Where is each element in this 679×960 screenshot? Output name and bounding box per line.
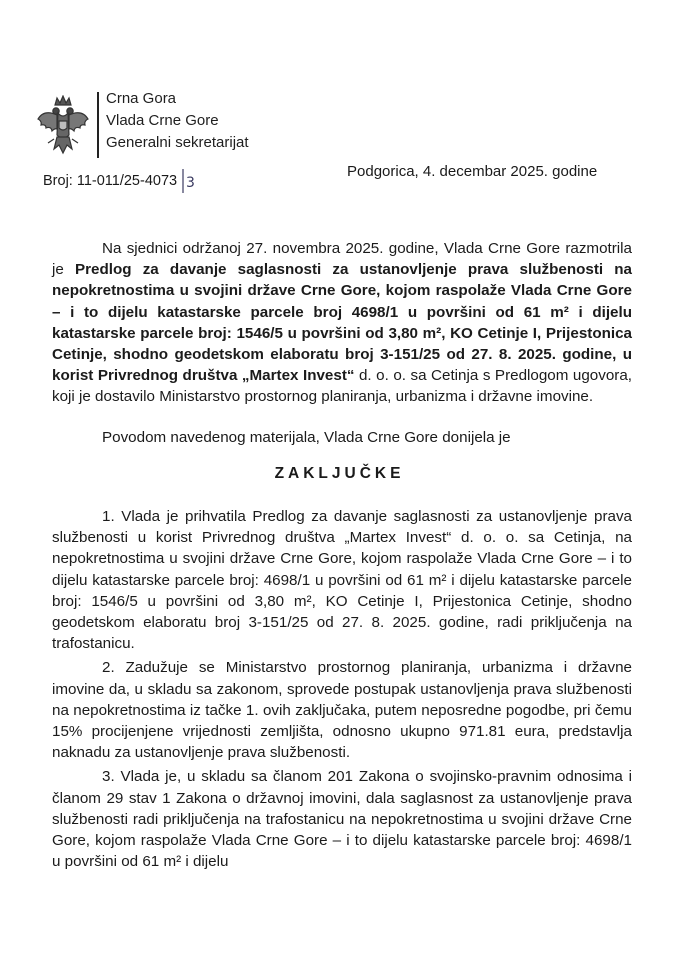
header-divider: [97, 92, 99, 158]
intro-text-start: Na sjednici održanoj 27. novembra 2025. godine, Vlada Crne Gore razmotrila je: [52, 240, 632, 279]
coat-of-arms-icon: [36, 95, 90, 157]
conclusions-heading: ZAKLJUČKE: [274, 465, 405, 482]
issuer-country: Crna Gora: [106, 90, 177, 107]
issuer-secretariat: Generalni sekretarijat: [106, 134, 249, 151]
intro-paragraph: [52, 238, 632, 408]
conclusion-item: 1. Vlada je prihvatila Predlog za davanje saglasnosti za ustanovljenje prava službenosti u korist Privrednog društva „Martex Invest“ d. o. o. sa Cetinja, na nepokretnostima u svojini države Crne Gore, kojom raspolaže Vlada Crne Gore – i to dijelu katastarske parcele broj: 4698/1 u površini od 61 m² i dijelu katastarske parcele broj: 1546/5 u površini od 3,80 m², KO Cetinje I, Prijestonica Cetinje, shodno geodetskom elaboratu broj 3-151/25 od 27. 8. 2025. godine, radi priključenja na trafostanicu.: [52, 508, 632, 653]
handwritten-mark: [181, 168, 195, 194]
intro-subject: Predlog za davanje saglasnosti za ustanovljenje prava službenosti na nepokretnostima u svojini države Crne Gore, kojom raspolaže Vlada Crne Gore – i to dijelu katastarske parcele broj 4698/1 u površini od 61 m² i dijelu katastarske parcele broj: 1546/5 u površini od 3,80 m², KO Cetinje I, Prijestonica Cetinje, shodno geodetskom elaboratu broj 3-151/25 od 27. 8. 2025. godine, u korist Privrednog društva „Martex Invest“: [52, 261, 632, 385]
decision-intro: Povodom navedenog materijala, Vlada Crne Gore donijela je: [102, 429, 511, 446]
document-date: Podgorica, 4. decembar 2025. godine: [347, 163, 598, 180]
intro-text-end: d. o. o. sa Cetinja s Predlogom ugovora, koji je dostavilo Ministarstvo prostornog planiranja, urbanizma i državne imovine.: [52, 367, 632, 406]
issuer-block: [106, 88, 249, 154]
issuer-government: Vlada Crne Gore: [106, 112, 219, 129]
reference-number: Broj: 11-011/25-4073: [43, 173, 178, 189]
conclusion-item: 2. Zadužuje se Ministarstvo prostornog planiranja, urbanizma i državne imovine da, u skladu sa zakonom, sprovede postupak ustanovljenja prava službenosti na nepokretnostima iz tačke 1. ovih zaključaka, putem neposredne pogodbe, pri čemu 15% procijenjene vrijednosti zemljišta, odnosno ukupno 971.81 eura, predstavlja naknadu za ustanovljenje prava službenosti.: [52, 659, 632, 762]
conclusions-list: [52, 506, 632, 875]
conclusion-item: 3. Vlada je, u skladu sa članom 201 Zakona o svojinsko-pravnim odnosima i članom 29 stav 1 Zakona o državnoj imovini, dala saglasnost za ustanovljenje prava službenosti radi priključenja na trafostanicu na nepokretnostima u svojini države Crne Gore, kojom raspolaže Vlada Crne Gore – i to dijelu katastarske parcele broj: 4698/1 u površini od 61 m² i dijelu: [52, 768, 632, 871]
svg-text:3: 3: [186, 175, 195, 191]
